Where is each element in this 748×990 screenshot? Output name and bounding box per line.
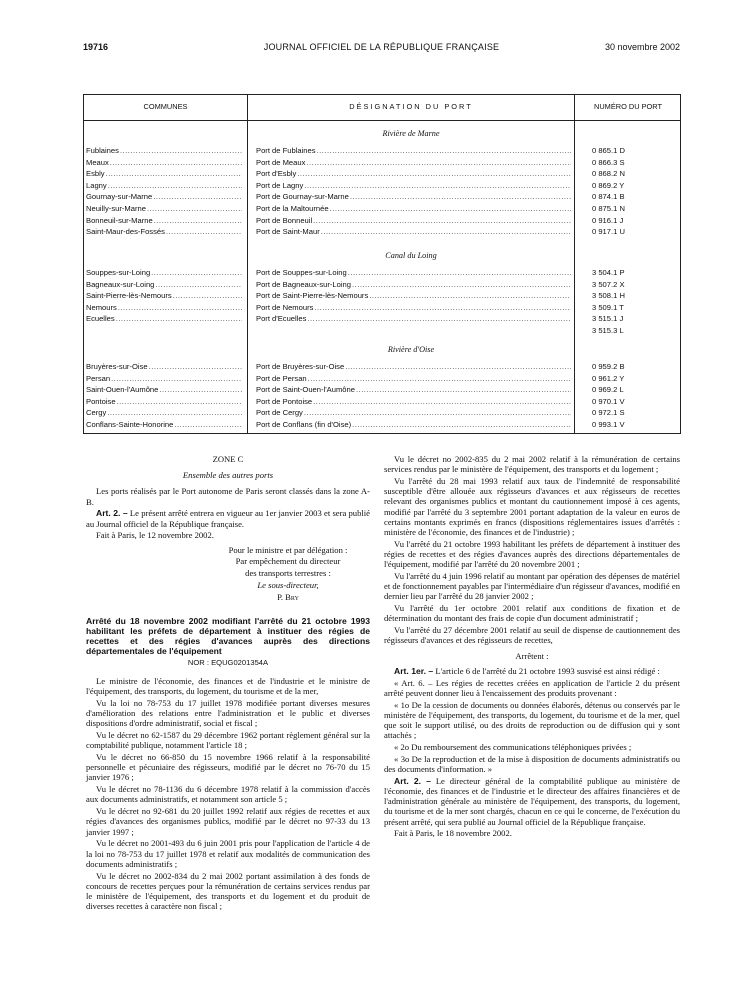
commune-cell-text: Persan xyxy=(86,373,111,383)
commune-cell xyxy=(86,279,242,290)
considerant-paragraph: Vu le décret no 66-850 du 15 novembre 1966 relatif à la responsabilité personnelle et pécuniaire des régisseurs, modifié par le décret no 76-70 du 15 janvier 1976 ; xyxy=(86,752,370,783)
commune-cell-text: Neuilly-sur-Marne xyxy=(86,204,146,213)
port-cell-text: Port de Pontoise xyxy=(256,396,313,406)
article-2-left xyxy=(86,508,370,528)
commune-cell xyxy=(86,384,242,395)
numero-cell: 0 916.1 J xyxy=(592,215,624,225)
article-1 xyxy=(384,666,680,676)
port-cell xyxy=(256,384,571,395)
commune-cell xyxy=(86,215,242,226)
dot-leader xyxy=(313,215,571,226)
commune-cell-text: Souppes-sur-Loing xyxy=(86,268,151,277)
commune-cell xyxy=(86,145,242,156)
commune-cell xyxy=(86,407,242,418)
commune-cell xyxy=(86,325,242,336)
commune-cell xyxy=(86,157,242,168)
section-title: Canal du Loing xyxy=(385,251,437,260)
dot-leader xyxy=(107,407,242,418)
port-cell xyxy=(256,407,571,418)
signature-line: des transports terrestres : xyxy=(245,568,331,579)
commune-cell xyxy=(86,313,242,324)
numero-cell: 3 515.1 J xyxy=(592,314,624,324)
port-cell-text: Port de Saint-Pierre-lès-Nemours xyxy=(256,291,369,301)
dot-leader xyxy=(348,267,571,278)
considerant-paragraph: Vu le décret no 2002-834 du 2 mai 2002 portant assimilation à des fonds de concours de recettes perçues pour la rémunération de certains services rendus par le ministère de l'équipement, des transports et du logement et du produit de diverses recettes à caractère non fiscal ; xyxy=(86,870,370,912)
dot-leader xyxy=(330,203,571,214)
table-divider xyxy=(247,95,248,433)
article-text: L'article 6 de l'arrêté du 21 octobre 1993 susvisé est ainsi rédigé : xyxy=(435,665,660,676)
port-cell-text: Port de la Maltournée xyxy=(256,204,329,213)
port-cell xyxy=(256,361,571,372)
numero-cell: 0 993.1 V xyxy=(592,420,625,429)
port-cell xyxy=(256,279,571,290)
dot-leader xyxy=(308,373,571,384)
article-label: Art. 2. – xyxy=(96,508,128,519)
port-cell xyxy=(256,168,571,179)
article-label: Art. 1er. – xyxy=(394,665,434,676)
port-cell xyxy=(256,157,571,168)
dot-leader xyxy=(108,180,242,191)
numero-cell: 3 509.1 T xyxy=(592,302,624,312)
dot-leader xyxy=(118,302,242,313)
ports-table xyxy=(83,94,681,434)
numero-cell: 3 504.1 P xyxy=(592,268,625,277)
considerant-paragraph: Vu l'arrêté du 4 juin 1996 relatif au montant par opération des dépenses de matériel et de fonctionnement payables par l'intermédiaire d'un régisseur d'avances, modifié en dernier lieu par l'arrêté du 28 janvier 2002 ; xyxy=(384,571,681,602)
port-cell-text: Port de Bagneaux-sur-Loing xyxy=(256,279,351,289)
port-cell-text: Port de Cergy xyxy=(256,408,303,418)
dot-leader xyxy=(117,396,242,407)
numero-cell: 0 969.2 L xyxy=(592,385,624,395)
considerant-paragraph: Vu le décret no 92-681 du 20 juillet 1992 relatif aux régies de recettes et aux régies d'avances des organismes publics, modifié par le décret no 97-33 du 13 janvier 1997 ; xyxy=(86,806,370,837)
nor-reference: NOR : EQUG0201354A xyxy=(187,657,269,667)
commune-cell-text: Saint-Ouen-l'Aumône xyxy=(86,385,159,395)
port-cell-text: Port de Saint-Ouen-l'Aumône xyxy=(256,385,355,395)
dot-leader xyxy=(154,215,242,226)
port-cell xyxy=(256,373,571,384)
article-label: Art. 2. – xyxy=(394,775,431,786)
dot-leader xyxy=(313,396,571,407)
left-column xyxy=(86,454,370,913)
commune-cell xyxy=(86,361,242,372)
article-2-right xyxy=(384,776,680,827)
fait-a-paris: Fait à Paris, le 18 novembre 2002. xyxy=(394,828,512,839)
table-divider xyxy=(574,95,575,433)
dot-leader xyxy=(111,373,242,384)
considerant-paragraph: Vu le décret no 2002-835 du 2 mai 2002 relatif à la rémunération de certains services rendus par le ministère de l'équipement, des transports et du logement ; xyxy=(384,454,680,475)
numero-cell: 0 970.1 V xyxy=(592,396,625,406)
commune-cell xyxy=(86,290,242,301)
zone-title: ZONE C xyxy=(212,454,244,464)
numero-cell: 0 868.2 N xyxy=(592,169,625,179)
commune-cell xyxy=(86,203,242,214)
considerant-paragraph: Vu le décret no 2001-493 du 6 juin 2001 pris pour l'application de l'article 4 de la loi no 78-753 du 17 juillet 1978 et relatif aux modalités de communication des documents administratifs ; xyxy=(86,838,370,869)
dot-leader xyxy=(166,226,242,237)
numero-cell: 3 515.3 L xyxy=(592,326,624,335)
port-cell xyxy=(256,325,571,336)
commune-cell-text: Gournay-sur-Marne xyxy=(86,192,153,202)
commune-cell xyxy=(86,191,242,202)
dot-leader xyxy=(304,180,571,191)
dot-leader xyxy=(116,313,242,324)
page-header xyxy=(83,42,680,56)
section-title: Rivière de Marne xyxy=(382,129,440,138)
dot-leader xyxy=(350,191,571,202)
article-text: Le présent arrêté entrera en vigueur au 1er janvier 2003 et sera publié au Journal officiel de la République française. xyxy=(86,508,370,529)
port-cell-text: Port de Bonneuil xyxy=(256,215,313,225)
dot-leader xyxy=(317,145,571,156)
commune-cell-text: Saint-Maur-des-Fossés xyxy=(86,227,165,237)
port-cell-text: Port de Bruyères-sur-Oise xyxy=(256,362,345,371)
commune-cell-text: Bruyères-sur-Oise xyxy=(86,362,148,371)
considerant-paragraph: Le ministre de l'économie, des finances et de l'industrie et le ministre de l'équipement, des transports, du logement, du tourisme et de la mer, xyxy=(86,675,370,696)
numero-cell: 0 866.3 S xyxy=(592,157,625,167)
port-cell xyxy=(256,267,571,278)
port-cell xyxy=(256,290,571,301)
right-column xyxy=(384,454,680,840)
numero-cell: 0 869.2 Y xyxy=(592,180,625,190)
dot-leader xyxy=(110,157,242,168)
list-item: « 1o De la cession de documents ou données élaborés, détenus ou conservés par le ministère de l'équipement, des transports, du logement, du tourisme et de la mer, quel que soit le support utilisé, ou des droits de reproduction ou de diffusion qui y sont attachés ; xyxy=(384,699,680,741)
port-cell xyxy=(256,180,571,191)
port-cell xyxy=(256,396,571,407)
port-cell-text: Port de Souppes-sur-Loing xyxy=(256,268,347,277)
dot-leader xyxy=(352,419,571,430)
signature-line: Le sous-directeur, xyxy=(257,580,319,590)
dot-leader xyxy=(151,267,242,278)
dot-leader xyxy=(159,384,242,395)
commune-cell xyxy=(86,180,242,191)
dot-leader xyxy=(321,226,571,237)
column-header-designation: DÉSIGNATION DU PORT xyxy=(349,102,473,111)
dot-leader xyxy=(297,168,571,179)
zone-subtitle: Ensemble des autres ports xyxy=(182,470,274,481)
numero-cell: 0 961.2 Y xyxy=(592,373,625,383)
port-cell xyxy=(256,419,571,430)
port-cell-text: Port de Conflans (fin d'Oise) xyxy=(256,420,352,429)
considerant-paragraph: Vu l'arrêté du 27 décembre 2001 relatif au seuil de dispense de cautionnement des régisseurs d'avances et des régisseurs de recettes, xyxy=(384,625,680,646)
commune-cell-text: Saint-Pierre-lès-Nemours xyxy=(86,291,172,301)
dot-leader xyxy=(149,361,242,372)
port-cell-text: Port de Nemours xyxy=(256,302,314,312)
dot-leader xyxy=(174,419,242,430)
commune-cell-text: Esbly xyxy=(86,169,105,179)
port-cell xyxy=(256,313,571,324)
commune-cell xyxy=(86,267,242,278)
numero-cell: 0 875.1 N xyxy=(592,204,625,213)
dot-leader xyxy=(307,313,571,324)
port-cell-text: Port de Lagny xyxy=(256,180,304,190)
port-cell-text: Port de Persan xyxy=(256,373,307,383)
port-cell-text: Port de Gournay-sur-Marne xyxy=(256,192,349,202)
numero-cell: 3 507.2 X xyxy=(592,279,625,289)
considerant-paragraph: Vu l'arrêté du 28 mai 1993 relatif aux taux de l'indemnité de responsabilité susceptible d'être allouée aux régisseurs d'avances et aux régisseurs de recettes relevant des organismes publics et montant du cautionnement imposé à ces agents, modifié par l'arrêté du 3 septembre 2001 portant adaptation de la valeur en euros de certains montants exprimés en francs (dispositions réglementaires issues d'arrêtés : ministère de l'économie, des finances et de l'industrie) ; xyxy=(384,476,680,538)
port-cell-text: Port de Meaux xyxy=(256,157,306,167)
port-cell xyxy=(256,145,571,156)
section-title: Rivière d'Oise xyxy=(387,345,435,354)
commune-cell xyxy=(86,226,242,237)
dot-leader xyxy=(155,279,242,290)
commune-cell-text: Fublaines xyxy=(86,146,119,155)
considerant-paragraph: Vu la loi no 78-753 du 17 juillet 1978 modifiée portant diverses mesures d'amélioration des relations entre l'administration et le public et diverses dispositions d'ordre administratif, social et fiscal ; xyxy=(86,697,370,729)
commune-cell-text: Bonneuil-sur-Marne xyxy=(86,215,153,225)
dot-leader xyxy=(345,361,571,372)
numero-cell: 0 874.1 B xyxy=(592,192,625,202)
port-cell-text: Port d'Ecuelles xyxy=(256,314,307,324)
numero-cell: 0 865.1 D xyxy=(592,146,625,155)
port-cell xyxy=(256,302,571,313)
port-cell-text: Port d'Esbly xyxy=(256,169,297,179)
port-cell-text: Port de Saint-Maur xyxy=(256,227,320,237)
dot-leader xyxy=(304,407,571,418)
list-item: « 3o De la reproduction et de la mise à disposition de documents administratifs ou des documents d'information. » xyxy=(384,753,680,775)
commune-cell xyxy=(86,302,242,313)
signatory-name: P. Bry xyxy=(277,591,299,602)
commune-cell-text: Nemours xyxy=(86,302,117,312)
journal-title: JOURNAL OFFICIEL DE LA RÉPUBLIQUE FRANÇAISE xyxy=(263,42,500,52)
dot-leader xyxy=(356,384,571,395)
dot-leader xyxy=(173,290,242,301)
article-text: Le directeur général de la comptabilité publique au ministère de l'économie, des finances et de l'industrie et le directeur des affaires financières et de l'administration générale au ministère de l'équipement, des transports, du logement, du tourisme et de la mer sont chargés, chacun en ce qui le concerne, de l'exécution du présent arrêté, qui sera publié au Journal officiel de la République française. xyxy=(384,775,680,827)
dot-leader xyxy=(106,168,242,179)
port-cell xyxy=(256,226,571,237)
signature-line: Pour le ministre et par délégation : xyxy=(228,544,348,555)
page-number: 19716 xyxy=(83,42,109,52)
commune-cell-text: Meaux xyxy=(86,157,109,167)
commune-cell-text: Cergy xyxy=(86,408,107,418)
zone-text: Les ports réalisés par le Port autonome de Paris seront classés dans la zone A-B. xyxy=(86,486,370,507)
right-paragraphs xyxy=(384,454,680,646)
commune-cell xyxy=(86,168,242,179)
port-cell xyxy=(256,215,571,226)
commune-cell-text: Conflans-Sainte-Honorine xyxy=(86,420,174,429)
commune-cell xyxy=(86,373,242,384)
signature-line: Par empêchement du directeur xyxy=(235,556,341,567)
considerant-paragraph: Vu l'arrêté du 21 octobre 1993 habilitant les préfets de département à instituer des régies de recettes et des régies d'avances auprès des directions départementales de l'équipement, modifié par l'arrêté du 20 novembre 2001 ; xyxy=(384,538,680,570)
port-cell-text: Port de Fublaines xyxy=(256,146,316,155)
dot-leader xyxy=(352,279,571,290)
fait-a-paris: Fait à Paris, le 12 novembre 2002. xyxy=(96,530,214,541)
dot-leader xyxy=(147,203,242,214)
commune-cell xyxy=(86,419,242,430)
commune-cell-text: Lagny xyxy=(86,180,107,190)
dot-leader xyxy=(369,290,571,301)
arrete-title: Arrêté du 18 novembre 2002 modifiant l'arrêté du 21 octobre 1993 habilitant les préfets de département à instituer des régies de recettes et des régies d'avances auprès des directions départementales de l'équipement xyxy=(86,616,370,656)
issue-date: 30 novembre 2002 xyxy=(604,42,680,52)
dot-leader xyxy=(306,157,571,168)
numero-cell: 0 972.1 S xyxy=(592,408,625,418)
port-cell xyxy=(256,191,571,202)
commune-cell-text: Bagneaux-sur-Loing xyxy=(86,279,155,289)
dot-leader xyxy=(120,145,242,156)
commune-cell-text: Ecuelles xyxy=(86,314,115,324)
numero-cell: 0 917.1 U xyxy=(592,227,625,237)
commune-cell xyxy=(86,396,242,407)
arretent: Arrêtent : xyxy=(515,650,549,661)
article-6-quote: « Art. 6. – Les régies de recettes créées en application de l'article 2 du présent arrêté peuvent donner lieu à l'encaissement des produits provenant : xyxy=(384,677,680,698)
numero-cell: 0 959.2 B xyxy=(592,362,625,371)
list-item: « 2o Du remboursement des communications téléphoniques privées ; xyxy=(394,742,632,753)
considerant-paragraph: Vu le décret no 78-1136 du 6 décembre 1978 relatif à la commission d'accès aux documents administratifs, et notamment son article 5 ; xyxy=(86,784,370,805)
commune-cell-text: Pontoise xyxy=(86,396,116,406)
left-paragraphs xyxy=(86,676,370,912)
column-header-numero: NUMÉRO DU PORT xyxy=(593,102,663,111)
port-cell xyxy=(256,203,571,214)
considerant-paragraph: Vu le décret no 62-1587 du 29 décembre 1962 portant règlement général sur la comptabilité publique, notamment l'article 18 ; xyxy=(86,730,370,751)
dot-leader xyxy=(314,302,571,313)
column-header-communes: COMMUNES xyxy=(143,102,188,111)
considerant-paragraph: Vu l'arrêté du 1er octobre 2001 relatif aux conditions de fixation et de détermination du montant des frais de copie d'un document administratif ; xyxy=(384,603,680,624)
table-header-rule xyxy=(84,120,680,121)
dot-leader xyxy=(153,191,242,202)
numero-cell: 3 508.1 H xyxy=(592,291,625,301)
